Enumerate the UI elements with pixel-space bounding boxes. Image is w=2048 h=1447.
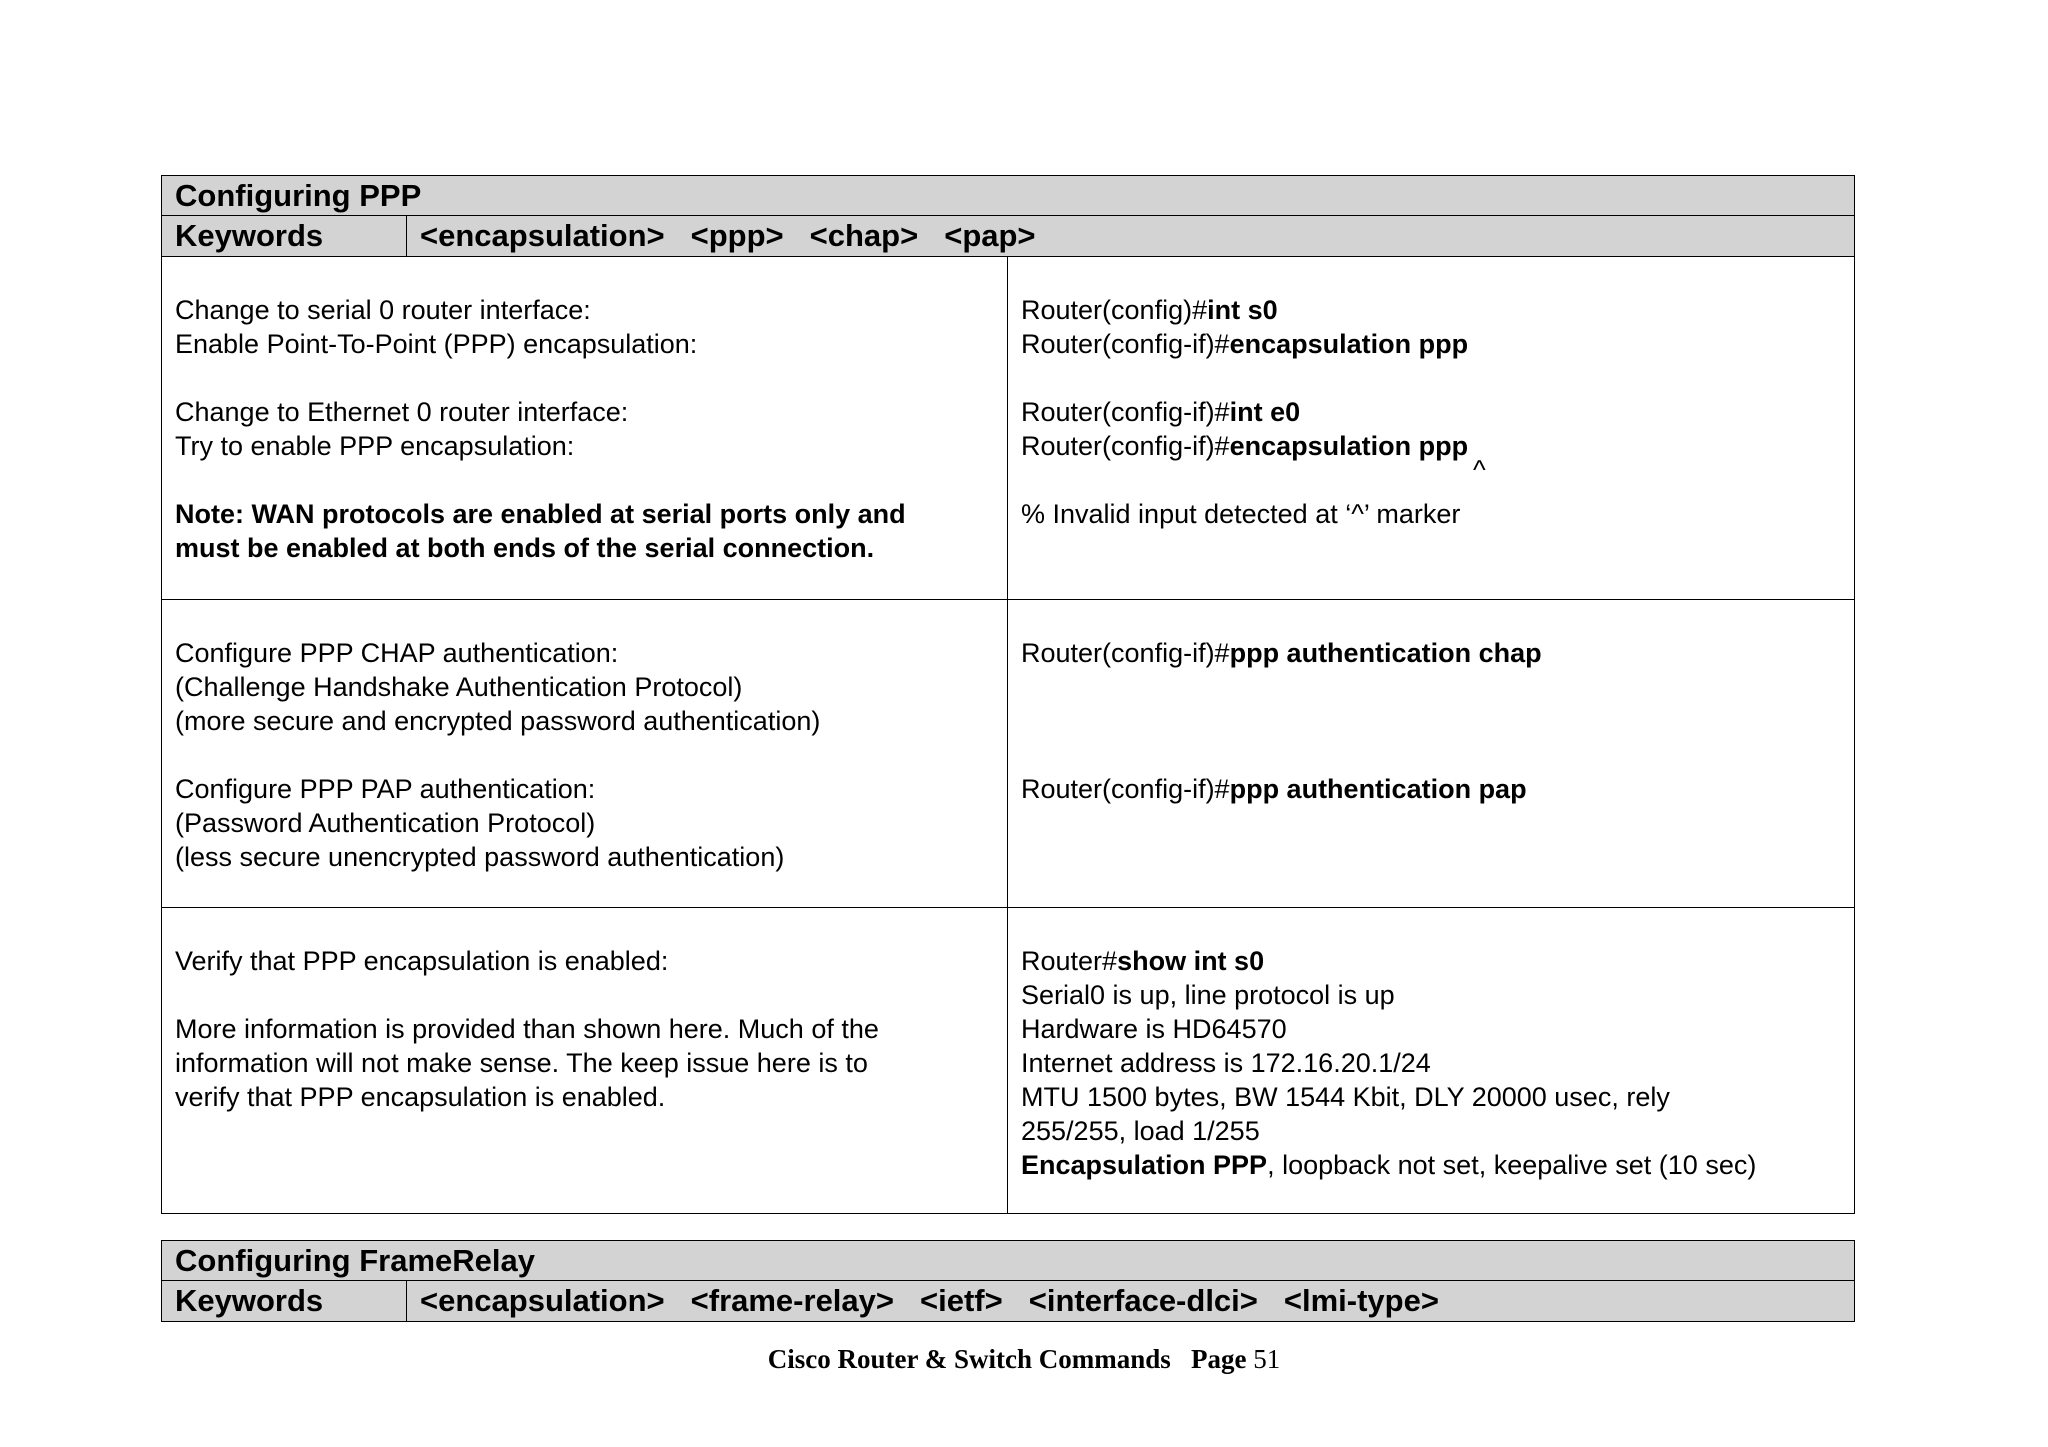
caret-line <box>1021 455 1842 485</box>
prompt: Router# <box>1021 946 1118 976</box>
frame-relay-keywords-list <box>407 1281 1465 1321</box>
description-line: (less secure unencrypted password authentication) <box>175 842 785 872</box>
command-line <box>1021 429 1842 463</box>
description-line: Configure PPP CHAP authentication: <box>175 638 619 668</box>
description-line: Try to enable PPP encapsulation: <box>175 431 575 461</box>
note-line: Note: WAN protocols are enabled at serial ports only and <box>175 499 906 529</box>
description-line: (more secure and encrypted password authentication) <box>175 706 821 736</box>
keyword: <encapsulation> <box>420 1283 665 1318</box>
error-line: % Invalid input detected at ‘^’ marker <box>1021 499 1461 529</box>
keyword: <ppp> <box>690 218 784 253</box>
prompt: Router(config-if)# <box>1021 329 1230 359</box>
frame-relay-section-title: Configuring FrameRelay <box>162 1241 1854 1281</box>
output-line: Serial0 is up, line protocol is up <box>1021 980 1395 1010</box>
description-line: Enable Point-To-Point (PPP) encapsulation: <box>175 329 698 359</box>
command-line <box>1021 395 1842 429</box>
ppp-keywords-row <box>162 216 1854 256</box>
description-line: Change to serial 0 router interface: <box>175 295 591 325</box>
command: int s0 <box>1207 295 1278 325</box>
command-cell <box>1008 600 1854 907</box>
description-line: (Challenge Handshake Authentication Protocol) <box>175 672 743 702</box>
command-cell <box>1008 908 1854 1213</box>
output-line: MTU 1500 bytes, BW 1544 Kbit, DLY 20000 usec, rely <box>1021 1082 1670 1112</box>
keyword: <frame-relay> <box>690 1283 895 1318</box>
ppp-section <box>161 175 1855 1214</box>
description-line <box>175 463 995 497</box>
description-line <box>175 978 995 1012</box>
output-line: Internet address is 172.16.20.1/24 <box>1021 1048 1431 1078</box>
note-line: must be enabled at both ends of the serial connection. <box>175 533 875 563</box>
ppp-keywords-label: Keywords <box>162 216 407 256</box>
output-line <box>1021 1148 1842 1182</box>
command-line <box>1021 772 1842 806</box>
command-cell <box>1008 257 1854 599</box>
description-line: More information is provided than shown here. Much of the <box>175 1014 879 1044</box>
command-line <box>1021 361 1842 395</box>
ppp-row-encapsulation <box>162 256 1854 599</box>
description-line: Change to Ethernet 0 router interface: <box>175 397 629 427</box>
command-line <box>1021 293 1842 327</box>
keyword: <ietf> <box>920 1283 1003 1318</box>
footer-title: Cisco Router & Switch Commands <box>767 1344 1171 1374</box>
description-line <box>175 361 995 395</box>
command: show int s0 <box>1117 946 1265 976</box>
description-cell <box>162 257 1008 599</box>
ppp-row-verify <box>162 907 1854 1213</box>
ppp-keywords-list <box>407 216 1062 256</box>
description-line <box>175 738 995 772</box>
description-line: verify that PPP encapsulation is enabled. <box>175 1082 666 1112</box>
output-line: 255/255, load 1/255 <box>1021 1116 1260 1146</box>
command: encapsulation ppp <box>1229 431 1469 461</box>
command: encapsulation ppp <box>1229 329 1469 359</box>
description-line: (Password Authentication Protocol) <box>175 808 596 838</box>
command-line <box>1021 944 1842 978</box>
caret-marker: ^ <box>1473 455 1486 485</box>
command: int e0 <box>1229 397 1301 427</box>
ppp-row-authentication <box>162 599 1854 907</box>
command-line <box>1021 738 1842 772</box>
ppp-section-title: Configuring PPP <box>162 176 1854 216</box>
command-line <box>1021 670 1842 704</box>
page-footer <box>0 1344 2048 1375</box>
description-cell <box>162 600 1008 907</box>
frame-relay-keywords-label: Keywords <box>162 1281 407 1321</box>
prompt: Router(config-if)# <box>1021 397 1230 427</box>
description-line: information will not make sense. The keep issue here is to <box>175 1048 868 1078</box>
keyword: <interface-dlci> <box>1028 1283 1258 1318</box>
keyword: <chap> <box>809 218 919 253</box>
keyword: <encapsulation> <box>420 218 665 253</box>
description-cell <box>162 908 1008 1213</box>
footer-page-label: Page <box>1191 1344 1247 1374</box>
command-line <box>1021 704 1842 738</box>
command-line <box>1021 636 1842 670</box>
description-line: Verify that PPP encapsulation is enabled: <box>175 946 669 976</box>
prompt: Router(config)# <box>1021 295 1208 325</box>
output-line: Hardware is HD64570 <box>1021 1014 1287 1044</box>
command-line <box>1021 327 1842 361</box>
frame-relay-section <box>161 1240 1855 1322</box>
command: ppp authentication pap <box>1229 774 1527 804</box>
keyword: <lmi-type> <box>1283 1283 1439 1318</box>
prompt: Router(config-if)# <box>1021 638 1230 668</box>
description-line: Configure PPP PAP authentication: <box>175 774 596 804</box>
keyword: <pap> <box>944 218 1036 253</box>
command: ppp authentication chap <box>1229 638 1542 668</box>
prompt: Router(config-if)# <box>1021 431 1230 461</box>
prompt: Router(config-if)# <box>1021 774 1230 804</box>
frame-relay-keywords-row <box>162 1281 1854 1321</box>
footer-page-number: 51 <box>1253 1344 1281 1374</box>
output-suffix: , loopback not set, keepalive set (10 sec) <box>1267 1150 1757 1180</box>
encapsulation-status: Encapsulation PPP <box>1021 1150 1268 1180</box>
